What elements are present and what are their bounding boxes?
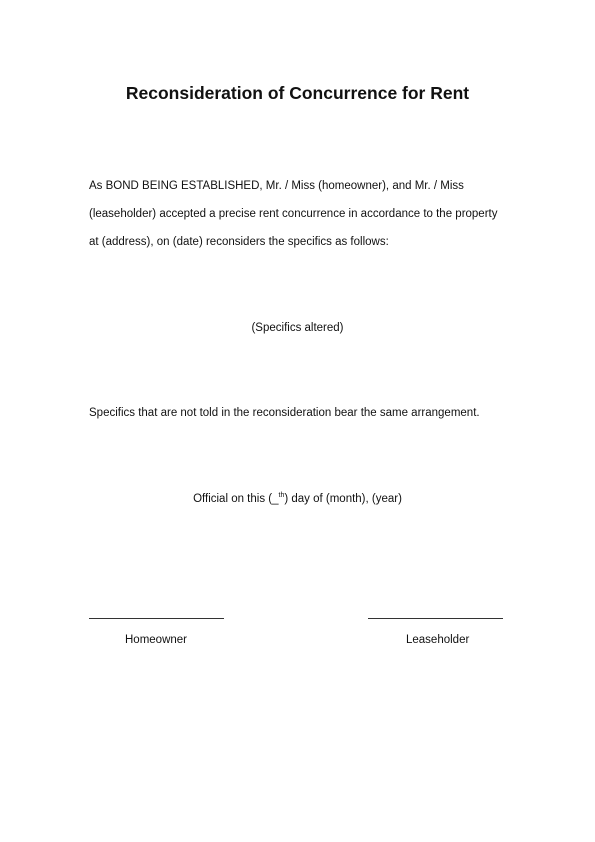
specifics-placeholder: (Specifics altered) bbox=[251, 322, 344, 334]
official-date-prefix: Official on this (_ bbox=[193, 493, 279, 505]
homeowner-signature-label: Homeowner bbox=[125, 634, 187, 646]
opening-paragraph bbox=[89, 172, 519, 256]
leaseholder-signature-label: Leaseholder bbox=[406, 634, 470, 646]
opening-paragraph-line-3: at (address), on (date) reconsiders the specifics as follows: bbox=[89, 236, 389, 248]
official-date-suffix-sup: th bbox=[278, 492, 285, 499]
closing-paragraph: Specifics that are not told in the reconsideration bear the same arrangement. bbox=[89, 407, 480, 419]
official-date-line bbox=[0, 492, 595, 505]
opening-paragraph-line-1: As BOND BEING ESTABLISHED, Mr. / Miss (homeowner), and Mr. / Miss bbox=[89, 180, 464, 192]
document-title: Reconsideration of Concurrence for Rent bbox=[125, 83, 470, 103]
homeowner-signature-line bbox=[89, 618, 224, 619]
opening-paragraph-line-2: (leaseholder) accepted a precise rent concurrence in accordance to the property bbox=[89, 208, 498, 220]
official-date-rest: ) day of (month), (year) bbox=[284, 493, 402, 505]
leaseholder-signature-line bbox=[368, 618, 503, 619]
